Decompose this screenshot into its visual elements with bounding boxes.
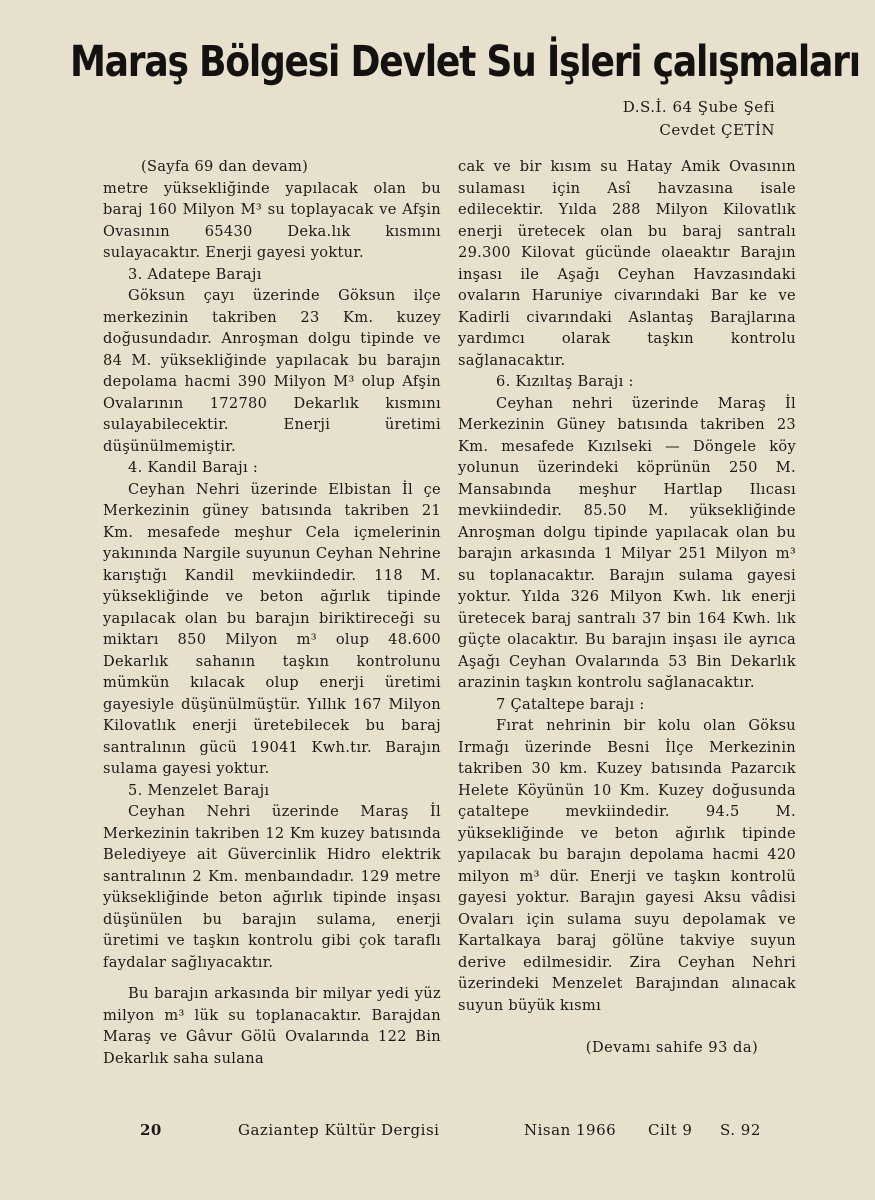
left-column	[103, 156, 441, 1069]
continued-note: (Sayfa 69 dan devam)	[141, 158, 309, 175]
section-heading-cataltepe: 7 Çataltepe barajı :	[496, 695, 645, 713]
magazine-name: Gaziantep Kültür Dergisi	[238, 1121, 440, 1139]
paragraph: Bu barajın arkasında bir milyar yedi yüz milyon m³ lük su toplanacaktır. Barajdan Maraş ve Gâvur Gölü Ovalarında 122 Bin Dekarlık saha sulana	[103, 985, 441, 1067]
right-column	[458, 156, 796, 1073]
issue-number: S. 92	[720, 1121, 761, 1139]
paragraph: Ceyhan Nehri üzerinde Maraş İl Merkezinin takriben 12 Km kuzey batısında Belediyeye ait Güvercinlik Hidro elektrik santralının 2 Km. menbaındadır. 129 metre yüksekliğinde beton ağırlık tipinde inşası düşünülen bu barajın sulama, enerji üretimi ve taşkın kontrolu gibi çok taraflı faydalar sağlıyacaktır.	[103, 803, 441, 971]
paragraph: Ceyhan Nehri üzerinde Elbistan İl çe Merkezinin güney batısında takriben 21 Km. mesafede meşhur Cela içmelerinin yakınında Nargile suyunun Ceyhan Nehrine karıştığı Kandil mevkiindedir. 118 M. yüksekliğinde ve beton ağırlık tipinde yapılacak olan bu barajın biriktireceği su miktarı 850 Milyon m³ olup 48.600 Dekarlık sahanın taşkın kontrolunu mümkün kılacak olup enerji üretimi gayesiyle düşünülmüştür. Yıllık 167 Milyon Kilovatlık enerji üretebilecek bu baraj santralının gücü 19041 Kwh.tır. Barajın sulama gayesi yoktur.	[103, 480, 441, 777]
volume-number: Cilt 9	[648, 1121, 693, 1139]
author-name: Cevdet ÇETİN	[659, 121, 775, 139]
continuation-note: (Devamı sahife 93 da)	[585, 1039, 759, 1056]
section-heading-kandil: 4. Kandil Barajı :	[128, 459, 259, 476]
section-heading-kiziltas: 6. Kızıltaş Barajı :	[496, 373, 634, 390]
paragraph: Ceyhan nehri üzerinde Maraş İl Merkezinin Güney batısında takriben 23 Km. mesafede Kızılseki — Döngele köy yolunun üzerindeki köprünün 250 M. Mansabında meşhur Hartlap Ilıcası mevkiindedir. 85.50 M. yüksekliğinde Anroşman dolgu tipinde yapılacak olan bu barajın arkasında 1 Milyar 251 Milyon m³ su toplanacaktır. Barajın sulama gayesi yoktur. Yılda 326 Milyon Kwh. lık enerji üretecek baraj santralı 37 bin 164 Kwh. lık güçte olacaktır. Bu barajın inşası ile ayrıca Aşağı Ceyhan Ovalarında 53 Bin Dekarlık arazinin taşkın kontrolu sağlanacaktır.	[458, 394, 796, 691]
author-block	[623, 96, 775, 142]
section-heading-menzelet: 5. Menzelet Barajı	[128, 781, 270, 799]
author-position: D.S.İ. 64 Şube Şefi	[622, 98, 775, 116]
page-number: 20	[140, 1121, 162, 1139]
paragraph: cak ve bir kısım su Hatay Amik Ovasının sulaması için Asî havzasına isale edilecektir. Yılda 288 Milyon Kilovatlık enerji üretecek olan bu baraj santralı 29.300 Kilovat gücünde olaeaktır Barajın inşası ile Aşağı Ceyhan Havzasındaki ovaların Haruniye civarındaki Bar ke ve Kadirli civarındaki Aslantaş Barajlarına yardımcı olarak taşkın kontrolu sağlanacaktır.	[458, 158, 796, 369]
article-title: Maraş Bölgesi Devlet Su İşleri çalışmaları	[70, 37, 860, 87]
paragraph: Fırat nehrinin bir kolu olan Göksu Irmağı üzerinde Besni İlçe Merkezinin takriben 30 km. Kuzey batısında Pazarcık Helete Köyünün 10 Km. Kuzey doğusunda çataltepe mevkiindedir. 94.5 M. yüksekliğinde ve beton ağırlık tipinde yapılacak bu barajın depolama hacmi 420 milyon m³ dür. Enerji ve taşkın kontrolü gayesi yoktur. Barajın gayesi Aksu vâdisi Ovaları için sulama suyu depolamak ve Kartalkaya baraj gölüne takviye suyun derive edilmesidir. Zira Ceyhan Nehri üzerindeki Menzelet Barajından alınacak suyun büyük kısmı	[458, 717, 796, 1014]
paragraph: Göksun çayı üzerinde Göksun ilçe merkezinin takriben 23 Km. kuzey doğusundadır. Anroşman dolgu tipinde ve 84 M. yüksekliğinde yapılacak bu barajın depolama hacmi 390 Milyon M³ olup Afşin Ovalarının 172780 Dekarlık kısmını sulayabilecektir. Enerji üretimi düşünülmemiştir.	[103, 287, 441, 455]
issue-date: Nisan 1966	[524, 1121, 617, 1139]
section-heading-adatepe: 3. Adatepe Barajı	[128, 265, 262, 283]
paragraph: metre yüksekliğinde yapılacak olan bu baraj 160 Milyon M³ su toplayacak ve Afşin Ovasının 65430 Deka.lık kısmını sulayacaktır. Enerji gayesi yoktur.	[103, 179, 441, 261]
